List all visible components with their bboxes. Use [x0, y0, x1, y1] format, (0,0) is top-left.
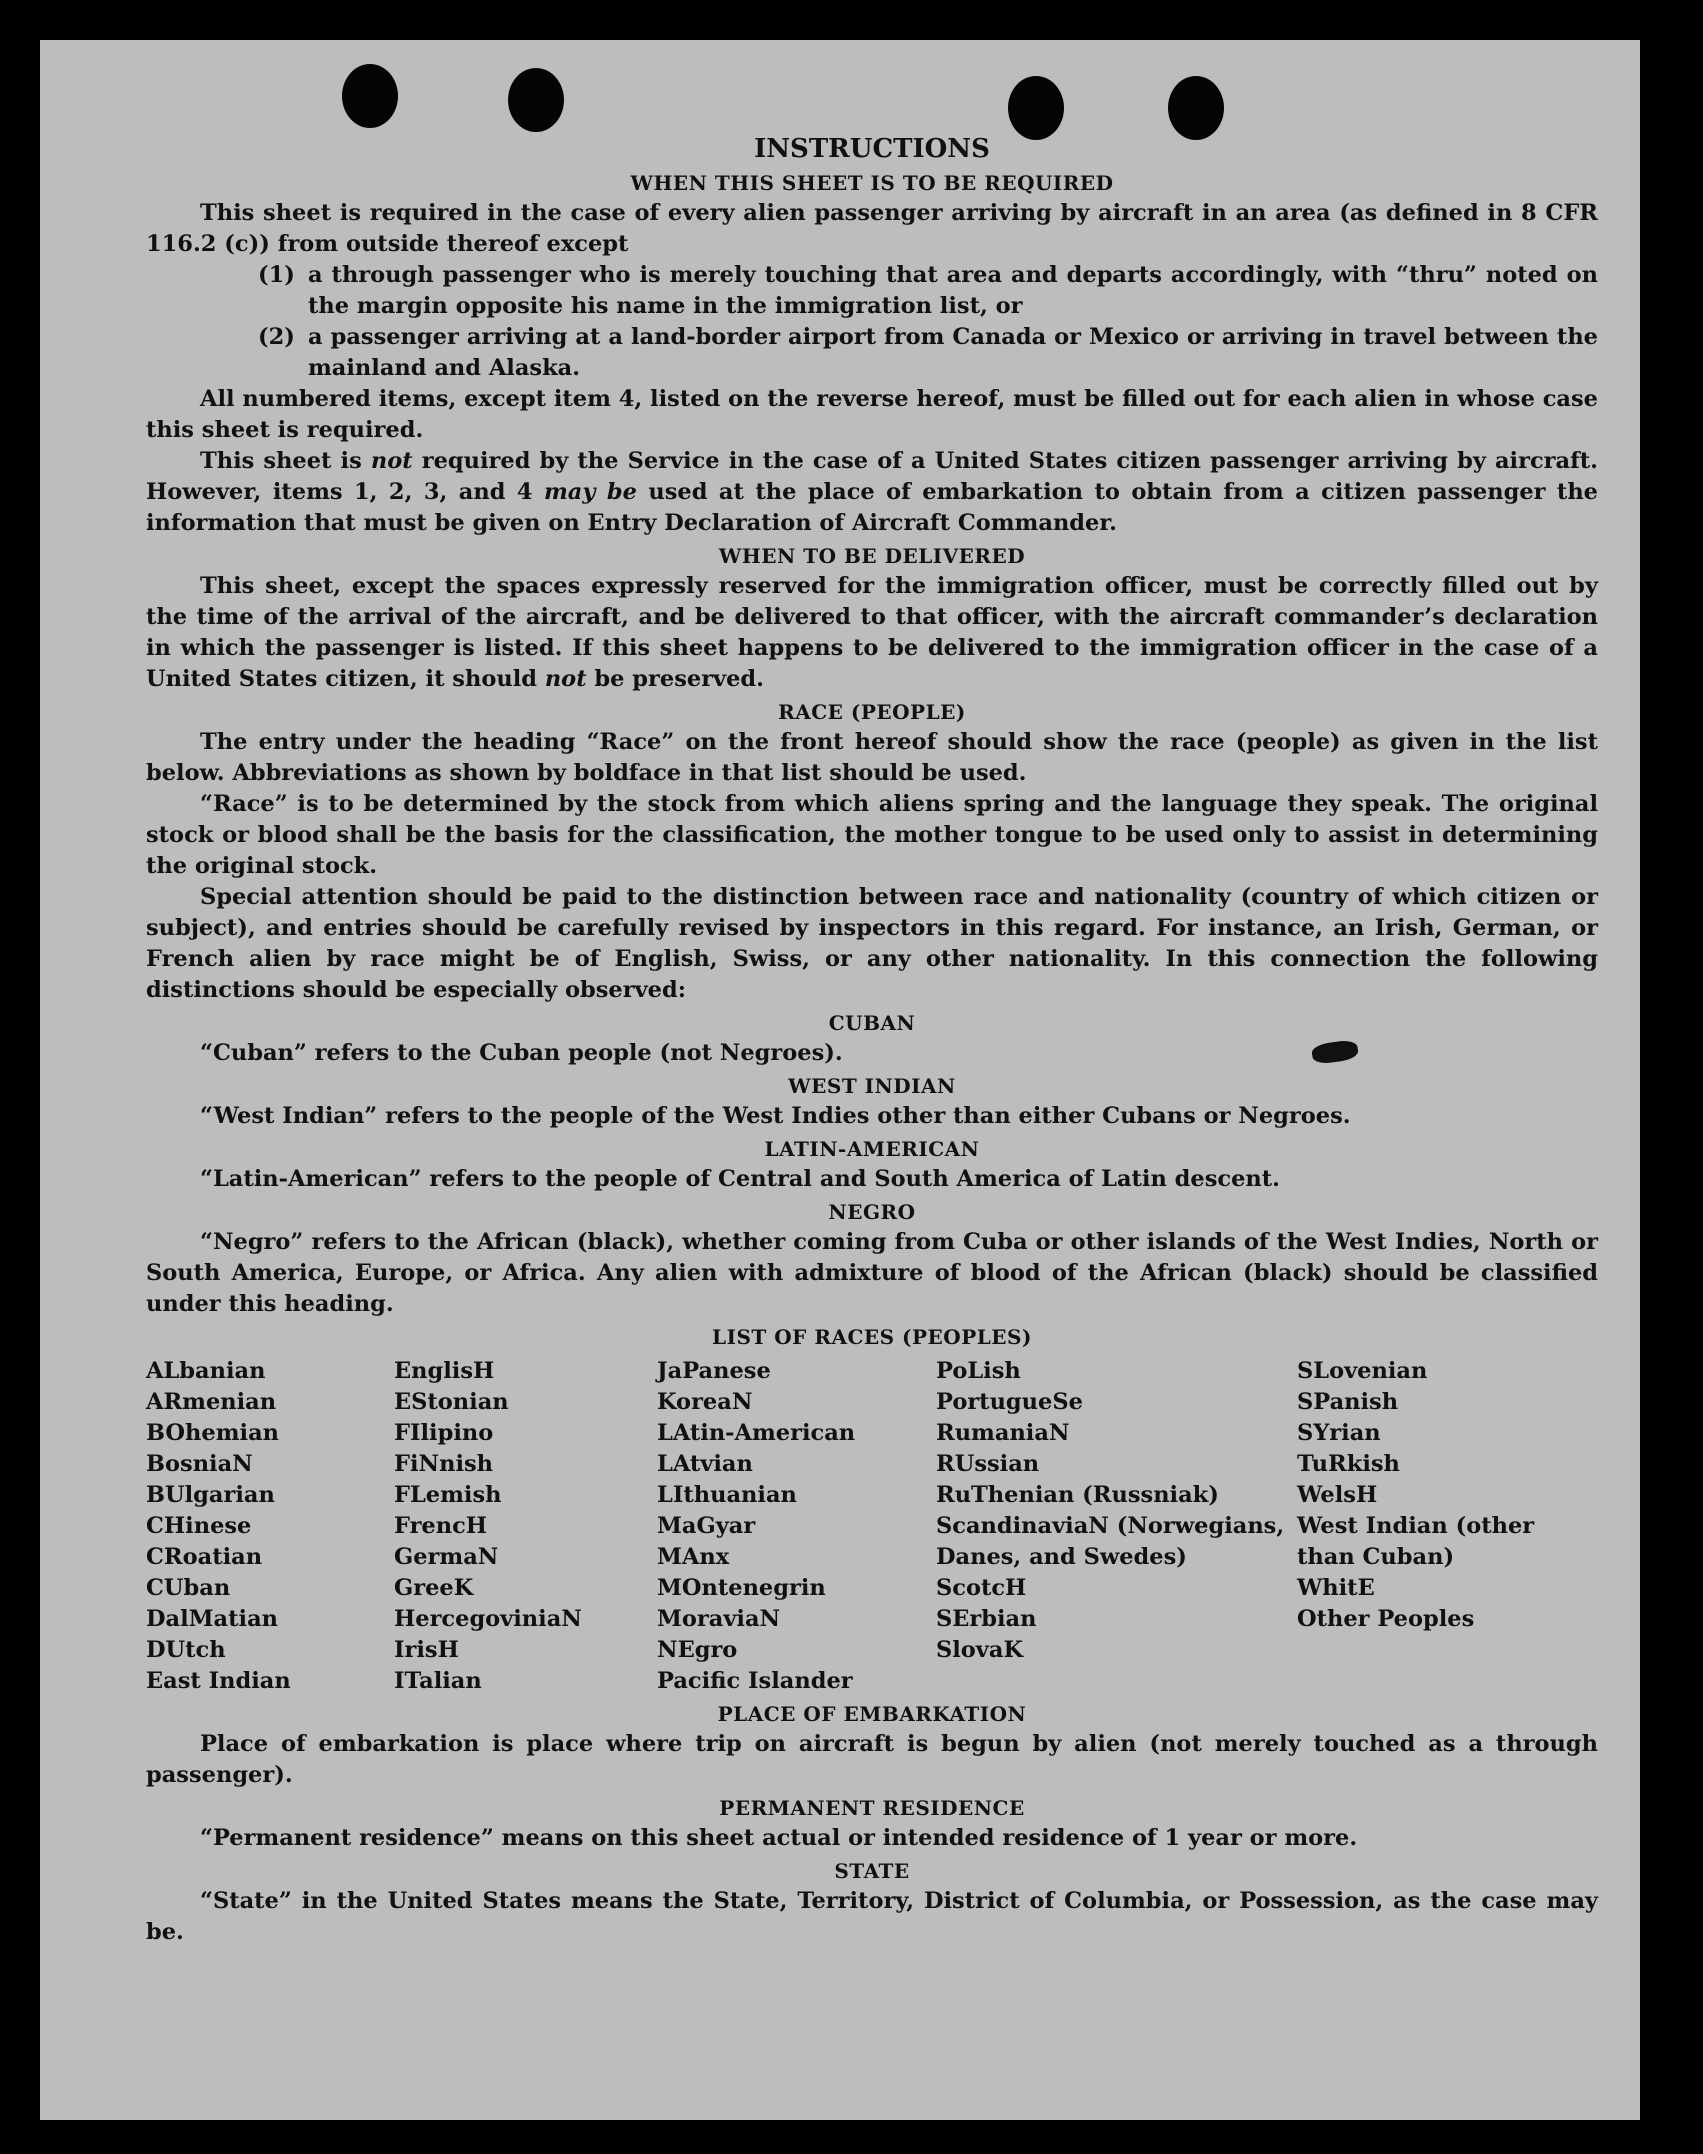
paragraph: “Latin-American” refers to the people of Central and South America of Latin descent.: [200, 1166, 1280, 1192]
race-item: EStonian: [394, 1389, 509, 1415]
race-column: [936, 1356, 1297, 1697]
race-item: EnglisH: [394, 1358, 495, 1384]
race-item: ALbanian: [146, 1358, 266, 1384]
race-item: ITalian: [394, 1668, 482, 1694]
race-group: [936, 1573, 1297, 1666]
race-item: KoreaN: [657, 1389, 753, 1415]
race-group: [936, 1356, 1297, 1511]
paragraph: [146, 571, 1598, 695]
race-item: ARmenian: [146, 1389, 277, 1415]
punch-hole: [1168, 76, 1224, 140]
document-sheet: [40, 40, 1640, 2120]
punch-hole: [508, 68, 564, 132]
race-item: WelsH: [1297, 1482, 1378, 1508]
race-item: FiNnish: [394, 1451, 494, 1477]
race-item: Other Peoples: [1297, 1606, 1475, 1632]
race-item: CHinese: [146, 1513, 252, 1539]
section-heading: CUBAN: [828, 1011, 916, 1035]
race-item: DalMatian: [146, 1606, 279, 1632]
race-item: MOntenegrin: [657, 1575, 826, 1601]
instructions-content: [146, 132, 1598, 1948]
race-item: FLemish: [394, 1482, 502, 1508]
list-text: a passenger arriving at a land-border airport from Canada or Mexico or arriving in travel between the mainland and Alaska.: [308, 324, 1598, 381]
race-item: RumaniaN: [936, 1420, 1070, 1446]
paragraph: The entry under the heading “Race” on the front hereof should show the race (people) as given in the list below. Abbreviations as shown by boldface in that list should be used.: [146, 729, 1598, 786]
paragraph: Place of embarkation is place where trip on aircraft is begun by alien (not merely touched as a through passenger).: [146, 1731, 1598, 1788]
race-item: PoLish: [936, 1358, 1021, 1384]
race-group: [1297, 1573, 1597, 1635]
race-group: [1297, 1356, 1597, 1511]
section-heading: LATIN-AMERICAN: [764, 1137, 980, 1161]
list-text: a through passenger who is merely touching that area and departs accordingly, with “thru” noted on the margin opposite his name in the immigration list, or: [308, 262, 1598, 319]
race-column: [657, 1356, 936, 1697]
race-item: GermaN: [394, 1544, 499, 1570]
race-item: LIthuanian: [657, 1482, 797, 1508]
page-title: INSTRUCTIONS: [754, 134, 990, 164]
race-item: WhitE: [1297, 1575, 1375, 1601]
race-item: LAtvian: [657, 1451, 753, 1477]
text-run: be preserved.: [586, 666, 765, 692]
race-item: Pacific Islander: [657, 1668, 853, 1694]
race-item: MaGyar: [657, 1513, 756, 1539]
race-item: ScotcH: [936, 1575, 1027, 1601]
race-item: DUtch: [146, 1637, 226, 1663]
race-item: CUban: [146, 1575, 231, 1601]
section-heading: WEST INDIAN: [788, 1074, 956, 1098]
race-column: [394, 1356, 657, 1697]
text-run: required by the Service in the case of a United States citizen passenger arriving by aircraft. However, items 1, 2, 3, and 4: [146, 448, 1598, 505]
race-item: East Indian: [146, 1668, 291, 1694]
paragraph: “Race” is to be determined by the stock from which aliens spring and the language they speak. The original stock or blood shall be the basis for the classification, the mother tongue to be used only to assist in determining the original stock.: [146, 791, 1598, 879]
section-heading: PERMANENT RESIDENCE: [719, 1796, 1025, 1820]
race-item: BOhemian: [146, 1420, 280, 1446]
race-item: RUssian: [936, 1451, 1040, 1477]
race-item: SlovaK: [936, 1637, 1024, 1663]
paragraph: “West Indian” refers to the people of the West Indies other than either Cubans or Negroes.: [200, 1103, 1351, 1129]
race-item: PortugueSe: [936, 1389, 1083, 1415]
race-item: GreeK: [394, 1575, 474, 1601]
section-heading: WHEN THIS SHEET IS TO BE REQUIRED: [630, 171, 1114, 195]
text-run: This sheet is: [200, 448, 371, 474]
paragraph: “Permanent residence” means on this sheet actual or intended residence of 1 year or more.: [200, 1825, 1358, 1851]
paragraph: All numbered items, except item 4, listed on the reverse hereof, must be filled out for each alien in whose case this sheet is required.: [146, 386, 1598, 443]
race-item: SPanish: [1297, 1389, 1399, 1415]
race-list: [146, 1356, 1598, 1697]
section-heading: NEGRO: [828, 1200, 916, 1224]
list-number: (1): [258, 262, 295, 288]
race-item: SErbian: [936, 1606, 1037, 1632]
race-column: [146, 1356, 394, 1697]
punch-hole: [1008, 76, 1064, 140]
paragraph: This sheet is required in the case of every alien passenger arriving by aircraft in an area (as defined in 8 CFR 116.2 (c)) from outside thereof except: [146, 200, 1598, 257]
emphasis: may be: [544, 479, 637, 505]
race-item: IrisH: [394, 1637, 459, 1663]
list-item: [258, 322, 1598, 384]
race-item: NEgro: [657, 1637, 738, 1663]
race-item: CRoatian: [146, 1544, 263, 1570]
race-item: TuRkish: [1297, 1451, 1400, 1477]
race-item: SLovenian: [1297, 1358, 1428, 1384]
paragraph: Special attention should be paid to the distinction between race and nationality (country of which citizen or subject), and entries should be carefully revised by inspectors in this regard. For instance, an Irish, German, or French alien by race might be of English, Swiss, or any other nationality. In this connection the following distinctions should be especially observed:: [146, 884, 1598, 1003]
race-item: FIlipino: [394, 1420, 494, 1446]
paragraph: [146, 446, 1598, 539]
text-run: This sheet, except the spaces expressly reserved for the immigration officer, must be correctly filled out by the time of the arrival of the aircraft, and be delivered to that officer, with the aircraft commander’s declaration in which the passenger is listed. If this sheet happens to be delivered to the immigration officer in the case of a United States citizen, it should: [146, 573, 1598, 692]
race-item: RuThenian (Russniak): [936, 1482, 1219, 1508]
section-heading: WHEN TO BE DELIVERED: [718, 544, 1026, 568]
emphasis: not: [544, 666, 587, 692]
race-item: HercegoviniaN: [394, 1606, 582, 1632]
section-heading: LIST OF RACES (PEOPLES): [712, 1325, 1032, 1349]
race-item: ScandinaviaN (Norwegians, Danes, and Swedes): [936, 1513, 1285, 1570]
race-item: MoraviaN: [657, 1606, 781, 1632]
race-item: JaPanese: [657, 1358, 771, 1384]
race-item: LAtin-American: [657, 1420, 856, 1446]
list-item: [258, 260, 1598, 322]
list-number: (2): [258, 324, 295, 350]
race-item: West Indian (other than Cuban): [1297, 1513, 1535, 1570]
punch-hole: [342, 64, 398, 128]
race-item: MAnx: [657, 1544, 730, 1570]
race-item: BUlgarian: [146, 1482, 275, 1508]
race-item: BosniaN: [146, 1451, 253, 1477]
paragraph: “Negro” refers to the African (black), whether coming from Cuba or other islands of the West Indies, North or South America, Europe, or Africa. Any alien with admixture of blood of the African (black) should be classified under this heading.: [146, 1229, 1598, 1317]
paragraph: “Cuban” refers to the Cuban people (not Negroes).: [200, 1040, 843, 1066]
race-column: [1297, 1356, 1597, 1697]
race-item: FrencH: [394, 1513, 488, 1539]
text-run: used at the place of embarkation to obtain from a citizen passenger the information that must be given on Entry Declaration of Aircraft Commander.: [146, 479, 1598, 536]
emphasis: not: [370, 448, 413, 474]
paragraph: “State” in the United States means the State, Territory, District of Columbia, or Possession, as the case may be.: [146, 1888, 1598, 1945]
section-heading: RACE (PEOPLE): [778, 700, 966, 724]
race-item: SYrian: [1297, 1420, 1381, 1446]
section-heading: STATE: [834, 1859, 910, 1883]
section-heading: PLACE OF EMBARKATION: [717, 1702, 1027, 1726]
